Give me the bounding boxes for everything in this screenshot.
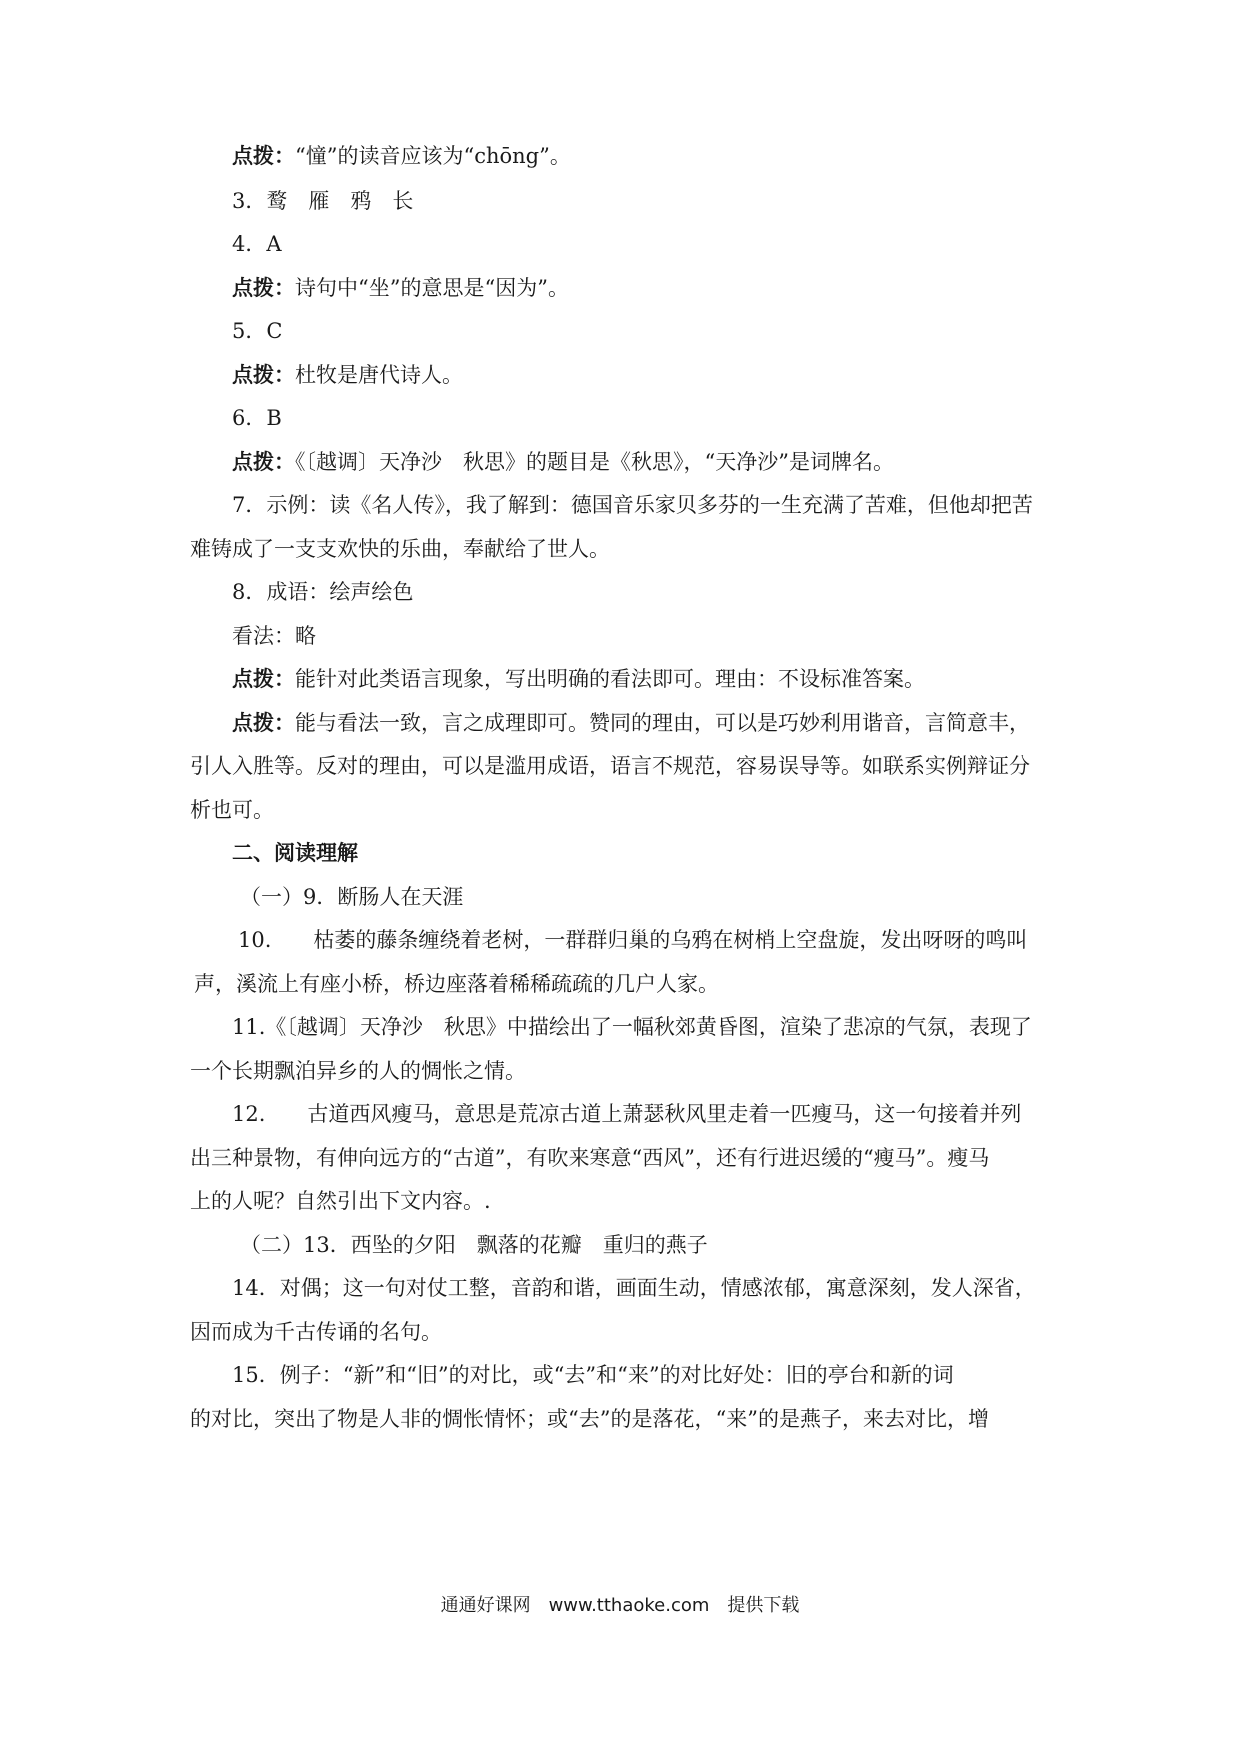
text-line: 看法：略 [232, 624, 316, 648]
page-footer: 通通好课网 www.tthaoke.com 提供下载 [440, 1595, 800, 1616]
text-line: 14．对偶；这一句对仗工整，音韵和谐，画面生动，情感浓郁，寓意深刻，发人深省， [232, 1276, 1036, 1300]
text-line: 的对比，突出了物是人非的惆怅情怀；或“去”的是落花，“来”的是燕子，来去对比，增 [190, 1407, 989, 1431]
text-line: 15．例子：“新”和“旧”的对比，或“去”和“来”的对比好处：旧的亭台和新的词 [232, 1363, 954, 1387]
hint-label: 点拨： [232, 710, 295, 735]
text-line: 难铸成了一支支欢快的乐曲，奉献给了世人。 [190, 537, 610, 561]
text-line: 点拨：“憧”的读音应该为“chōng”。 [232, 143, 571, 168]
text-line: 上的人呢？自然引出下文内容。. [190, 1189, 491, 1213]
text-line: （一）9．断肠人在天涯 [240, 885, 464, 909]
text-line: 析也可。 [190, 798, 274, 822]
text-line: 一个长期飘泊异乡的人的惆怅之情。 [190, 1059, 526, 1083]
text-line: 点拨：能针对此类语言现象，写出明确的看法即可。理由：不设标准答案。 [232, 666, 925, 691]
hint-label: 点拨： [232, 666, 295, 691]
hint-label: 点拨： [232, 143, 295, 168]
text-line: 10. 枯萎的藤条缠绕着老树，一群群归巢的乌鸦在树梢上空盘旋，发出呀呀的鸣叫 [238, 928, 1028, 952]
text-line: 出三种景物，有伸向远方的“古道”，有吹来寒意“西风”，还有行进迟缓的“瘦马”。瘦马 [190, 1146, 990, 1170]
text-line: 8．成语：绘声绘色 [232, 580, 414, 604]
text-line: 5．C [232, 319, 283, 343]
text-line: 点拨：《〔越调〕天净沙 秋思》的题目是《秋思》，“天净沙”是词牌名。 [232, 449, 894, 474]
text-line: 7．示例：读《名人传》，我了解到：德国音乐家贝多芬的一生充满了苦难，但他却把苦 [232, 493, 1033, 517]
text-line: 6．B [232, 406, 282, 430]
section-heading: 二、阅读理解 [232, 840, 358, 865]
text-line: 引人入胜等。反对的理由，可以是滥用成语，语言不规范，容易误导等。如联系实例辩证分 [190, 754, 1030, 778]
text-line: 点拨：能与看法一致，言之成理即可。赞同的理由，可以是巧妙利用谐音，言简意丰， [232, 710, 1030, 735]
text-line: 点拨：杜牧是唐代诗人。 [232, 362, 463, 387]
text-line: 点拨：诗句中“坐”的意思是“因为”。 [232, 275, 569, 300]
text-line: 4．A [232, 232, 282, 256]
hint-label: 点拨： [232, 275, 295, 300]
text-line: 3．鹜 雁 鸦 长 [232, 189, 414, 213]
text-line: 声，溪流上有座小桥，桥边座落着稀稀疏疏的几户人家。 [194, 972, 719, 996]
text-line: 11.《〔越调〕天净沙 秋思》中描绘出了一幅秋郊黄昏图，渲染了悲凉的气氛，表现了 [232, 1015, 1032, 1039]
text-line: 12. 古道西风瘦马，意思是荒凉古道上萧瑟秋风里走着一匹瘦马，这一句接着并列 [232, 1102, 1022, 1126]
text-line: 因而成为千古传诵的名句。 [190, 1320, 442, 1344]
text-line: （二）13．西坠的夕阳 飘落的花瓣 重归的燕子 [240, 1233, 708, 1257]
hint-label: 点拨： [232, 449, 295, 474]
hint-label: 点拨： [232, 362, 295, 387]
